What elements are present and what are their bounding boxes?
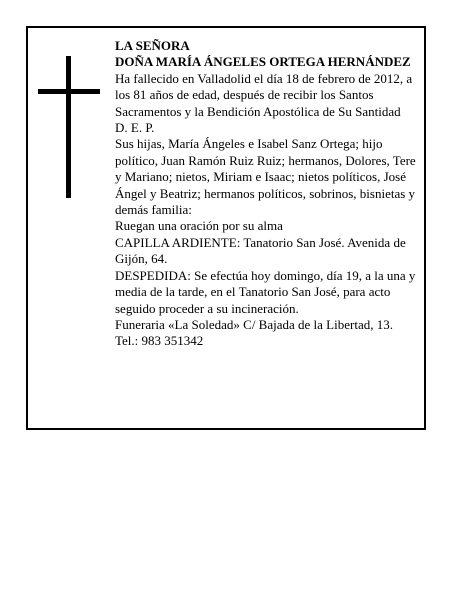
obituary-title: LA SEÑORA	[115, 38, 190, 53]
obituary-text	[115, 38, 423, 350]
deceased-name: DOÑA MARÍA ÁNGELES ORTEGA HERNÁNDEZ	[115, 54, 411, 70]
rip-line: D. E. P.	[115, 120, 155, 136]
obituary-frame	[26, 26, 426, 430]
cross-icon	[38, 56, 100, 198]
death-statement: Ha fallecido en Valladolid el día 18 de febrero de 2012, a los 81 años de edad, después de recibir los Santos Sacramentos y la Bendición Apostólica de Su Santidad	[115, 70, 413, 119]
family-list: Sus hijas, María Ángeles e Isabel Sanz Ortega; hijo político, Juan Ramón Ruiz Ruiz; hermanos, Dolores, Tere y Mariano; nietos, Miriam e Isaac; nietos políticos, José Ángel y Beatriz; hermanos políticos, sobrinos, bisnietas y demás familia:	[115, 136, 416, 218]
phone-number: Tel.: 983 351342	[115, 333, 204, 349]
cross-horizontal-bar	[38, 89, 100, 94]
cross-vertical-bar	[66, 56, 71, 198]
funeral-home: Funeraria «La Soledad» C/ Bajada de la Libertad, 13.	[115, 316, 393, 332]
prayer-request: Ruegan una oración por su alma	[115, 218, 283, 234]
farewell-info: DESPEDIDA: Se efectúa hoy domingo, día 19, a la una y media de la tarde, en el Tanatorio San José, para acto seguido proceder a su incineración.	[115, 267, 416, 316]
chapel-info: CAPILLA ARDIENTE: Tanatorio San José. Avenida de Gijón, 64.	[115, 234, 406, 267]
